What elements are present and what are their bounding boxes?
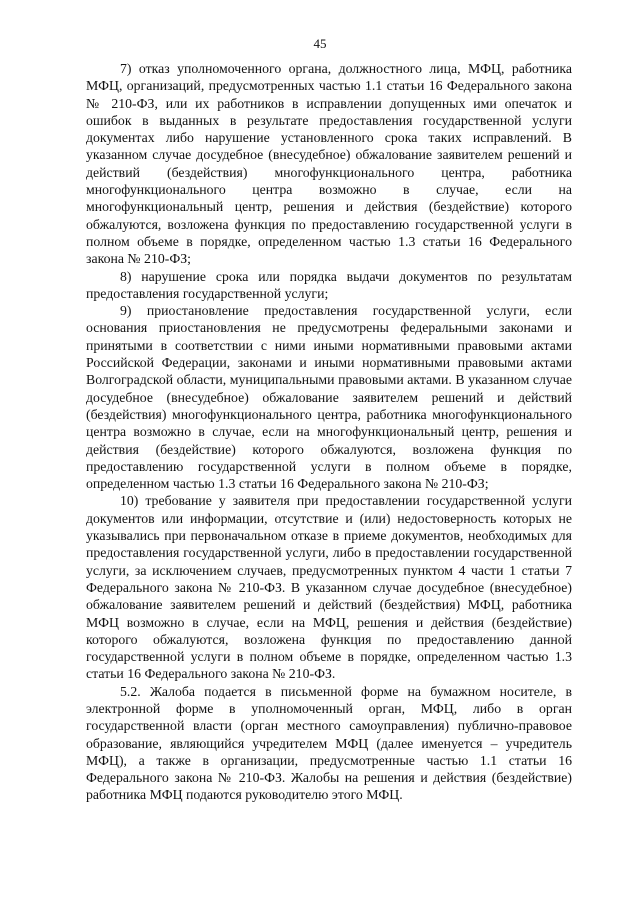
paragraph-section-5-2: 5.2. Жалоба подается в письменной форме на бумажном носителе, в электронной форме в уполномоченный орган, МФЦ, либо в орган государственной власти (орган местного самоуправления) публично-правовое образование, являющийся учредителем МФЦ (далее именуется – учредитель МФЦ), а также в организации, предусмотренные частью 1.1 статьи 16 Федерального закона № 210-ФЗ. Жалобы на решения и действия (бездействие) работника МФЦ подаются руководителю этого МФЦ. [86,683,572,803]
paragraph-item-9: 9) приостановление предоставления государственной услуги, если основания приостановления не предусмотрены федеральными законами и принятыми в соответствии с ними иными нормативными правовыми актами Российской Федерации, законами и иными нормативными правовыми актами Волгоградской области, муниципальными правовыми актами. В указанном случае досудебное (внесудебное) обжалование заявителем решений и действий (бездействия) многофункционального центра, работника многофункционального центра возможно в случае, если на многофункциональный центр, решения и действия (бездействие) которого обжалуются, возложена функция по предоставлению государственной услуги в полном объеме в порядке, определенном частью 1.3 статьи 16 Федерального закона № 210-ФЗ; [86,303,572,492]
document-body [86,60,572,804]
paragraph-item-10: 10) требование у заявителя при предоставлении государственной услуги документов или информации, отсутствие и (или) недостоверность которых не указывались при первоначальном отказе в приеме документов, необходимых для предоставления государственной услуги, либо в предоставлении государственной услуги, за исключением случаев, предусмотренных пунктом 4 части 1 статьи 7 Федерального закона № 210-ФЗ. В указанном случае досудебное (внесудебное) обжалование заявителем решений и действий (бездействия) МФЦ, работника МФЦ возможно в случае, если на МФЦ, решения и действия (бездействие) которого обжалуются, возложена функция по предоставлению данной государственной услуги в полном объеме в порядке, определенном частью 1.3 статьи 16 Федерального закона № 210-ФЗ. [86,493,572,682]
paragraph-item-7: 7) отказ уполномоченного органа, должностного лица, МФЦ, работника МФЦ, организаций, предусмотренных частью 1.1 статьи 16 Федерального закона № 210-ФЗ, или их работников в исправлении допущенных ими опечаток и ошибок в выданных в результате предоставления государственной услуги документах либо нарушение установленного срока таких исправлений. В указанном случае досудебное (внесудебное) обжалование заявителем решений и действий (бездействия) многофункционального центра, работника многофункционального центра возможно в случае, если на многофункциональный центр, решения и действия (бездействие) которого обжалуются, возложена функция по предоставлению государственной услуги в полном объеме в порядке, определенном частью 1.3 статьи 16 Федерального закона № 210-ФЗ; [86,61,572,267]
page-number: 45 [313,36,327,51]
paragraph-item-8: 8) нарушение срока или порядка выдачи документов по результатам предоставления государственной услуги; [86,268,572,301]
